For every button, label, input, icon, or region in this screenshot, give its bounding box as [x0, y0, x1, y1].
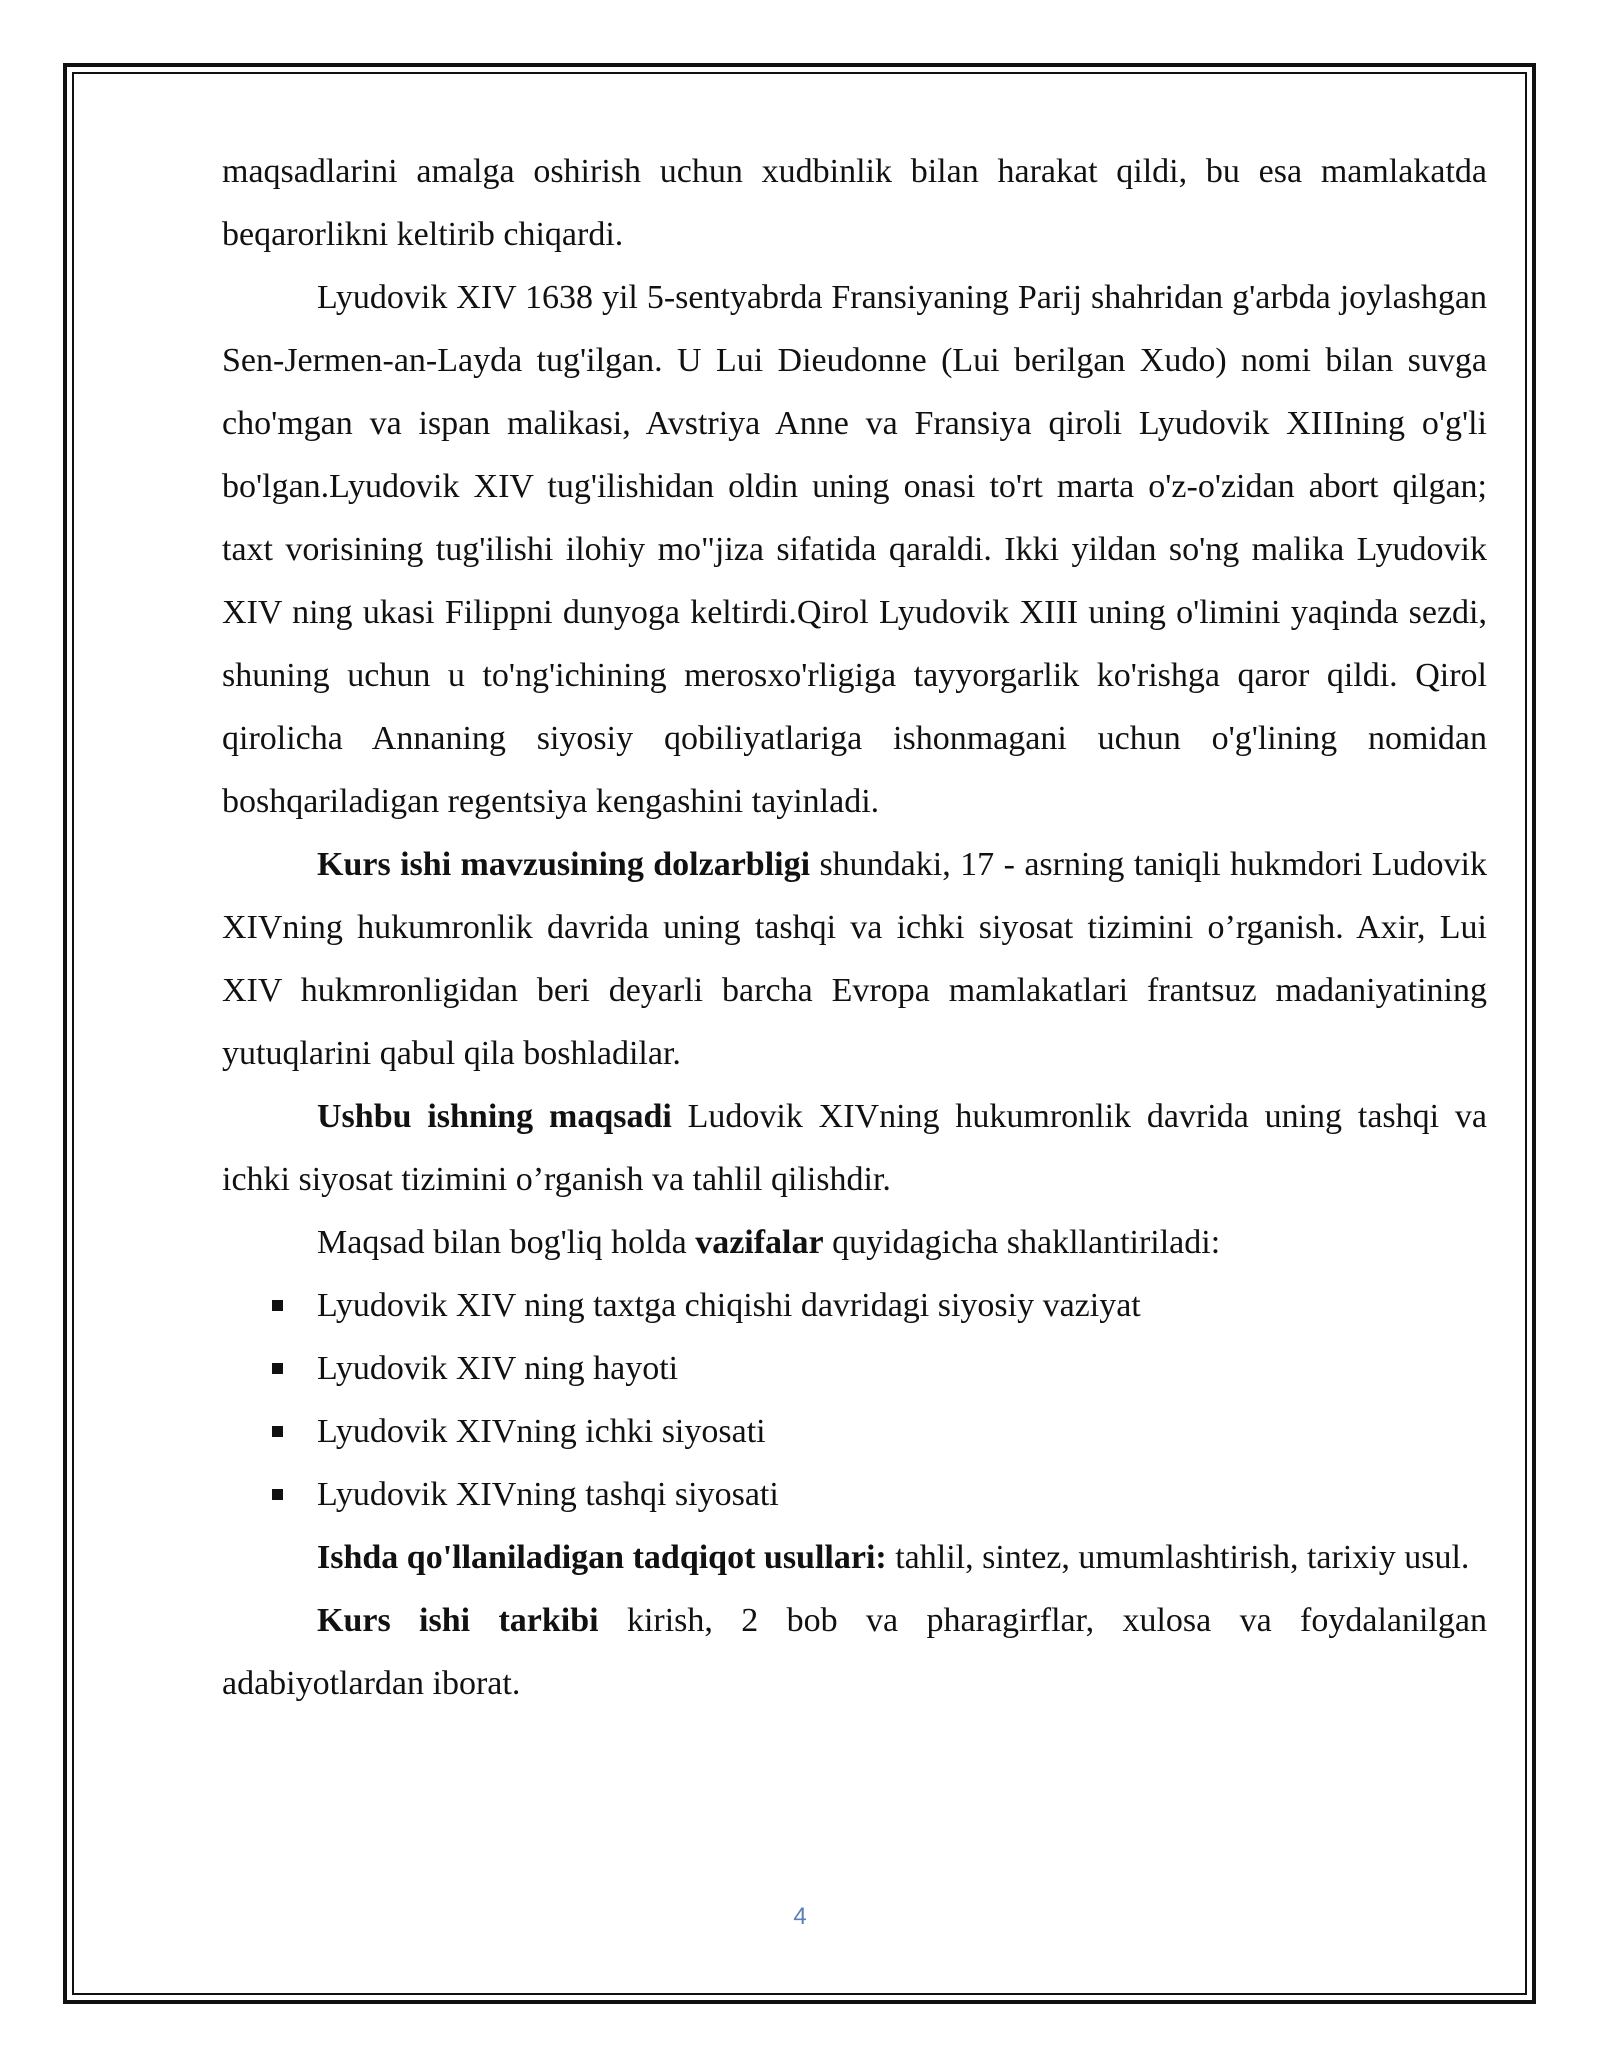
list-item — [222, 1400, 1487, 1463]
list-item — [222, 1337, 1487, 1400]
goal-paragraph — [222, 1085, 1487, 1211]
list-item — [222, 1463, 1487, 1526]
task-text: Lyudovik XIV ning taxtga chiqishi davridagi siyosiy vaziyat — [317, 1287, 1141, 1324]
tasks-intro-bold: vazifalar — [695, 1224, 824, 1261]
list-item — [222, 1274, 1487, 1337]
tasks-list — [222, 1274, 1487, 1526]
tasks-intro-before: Maqsad bilan bog'liq holda — [317, 1224, 696, 1261]
task-text: Lyudovik XIVning ichki siyosati — [317, 1413, 766, 1450]
structure-text: kirish, 2 bob va pharagirflar, xulosa va foydalanilgan adabiyotlardan iborat. — [222, 1602, 1487, 1702]
structure-label: Kurs ishi tarkibi — [317, 1602, 599, 1639]
relevance-text: shundaki, 17 - asrning taniqli hukmdori Ludovik XIVning hukumronlik davrida uning tashqi va ichki siyosat tizimini o’rganish. Axir, Lui XIV hukmronligidan beri deyarli barcha Evropa mamlakatlari frantsuz madaniyatining yutuqlarini qabul qila boshladilar. — [222, 846, 1487, 1072]
biography-paragraph: Lyudovik XIV 1638 yil 5-sentyabrda Fransiyaning Parij shahridan g'arbda joylashgan Sen-Jermen-an-Layda tug'ilgan. U Lui Dieudonne (Lui berilgan Xudo) nomi bilan suvga cho'mgan va ispan malikasi, Avstriya Anne va Fransiya qiroli Lyudovik XIIIning o'g'li bo'lgan.Lyudovik XIV tug'ilishidan oldin uning onasi to'rt marta o'z-o'zidan abort qilgan; taxt vorisining tug'ilishi ilohiy mo"jiza sifatida qaraldi. Ikki yildan so'ng malika Lyudovik XIV ning ukasi Filippni dunyoga keltirdi.Qirol Lyudovik XIII uning o'limini yaqinda sezdi, shuning uchun u to'ng'ichining merosxo'rligiga tayyorgarlik ko'rishga qaror qildi. Qirol qirolicha Annaning siyosiy qobiliyatlariga ishonmagani uchun o'g'lining nomidan boshqariladigan regentsiya kengashini tayinladi. — [222, 279, 1487, 820]
methods-paragraph — [222, 1526, 1487, 1589]
continuation-paragraph: maqsadlarini amalga oshirish uchun xudbinlik bilan harakat qildi, bu esa mamlakatda beqarorlikni keltirib chiqardi. — [222, 153, 1487, 253]
goal-text: Ludovik XIVning hukumronlik davrida uning tashqi va ichki siyosat tizimini o’rganish va tahlil qilishdir. — [222, 1098, 1487, 1198]
methods-label: Ishda qo'llaniladigan tadqiqot usullari: — [317, 1539, 887, 1576]
task-text: Lyudovik XIVning tashqi siyosati — [317, 1476, 779, 1513]
page-number: 4 — [793, 1903, 807, 1930]
tasks-intro-after: quyidagicha shakllantiriladi: — [823, 1224, 1221, 1261]
structure-paragraph — [222, 1589, 1487, 1715]
document-body — [222, 140, 1487, 1715]
square-bullet-icon — [272, 1489, 283, 1500]
tasks-intro-paragraph — [222, 1211, 1487, 1274]
square-bullet-icon — [272, 1426, 283, 1437]
goal-label: Ushbu ishning maqsadi — [317, 1098, 672, 1135]
relevance-label: Kurs ishi mavzusining dolzarbligi — [317, 846, 811, 883]
square-bullet-icon — [272, 1363, 283, 1374]
relevance-paragraph — [222, 833, 1487, 1085]
task-text: Lyudovik XIV ning hayoti — [317, 1350, 679, 1387]
methods-text: tahlil, sintez, umumlashtirish, tarixiy usul. — [886, 1539, 1470, 1576]
square-bullet-icon — [272, 1300, 283, 1311]
